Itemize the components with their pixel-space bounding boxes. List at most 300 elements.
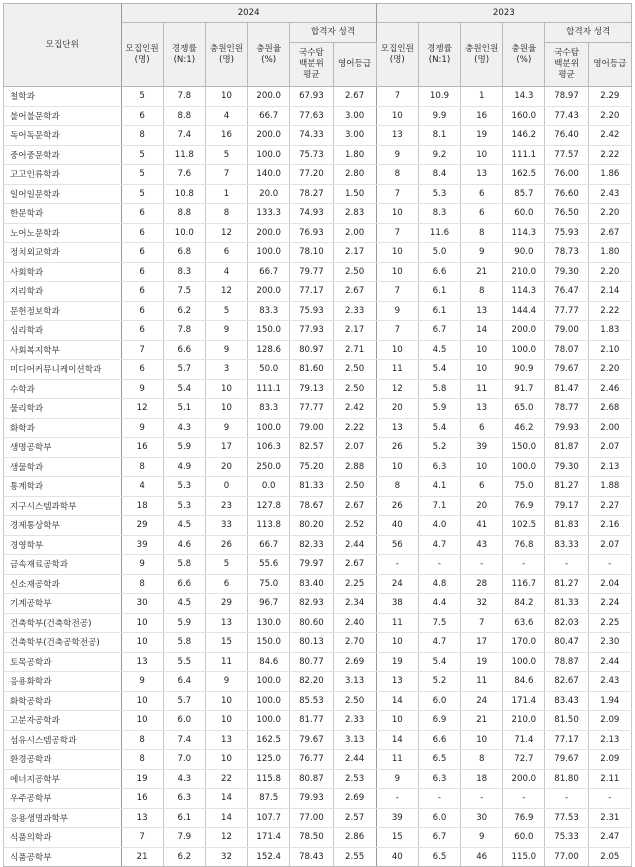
y2024-value-cell: 15 — [205, 633, 247, 653]
y2023-value-cell: 85.7 — [503, 184, 545, 204]
y2024-value-cell: 7.0 — [163, 750, 205, 770]
y2023-value-cell: 10.9 — [418, 87, 460, 107]
y2023-value-cell: 5.4 — [418, 652, 460, 672]
unit-name-cell: 문헌정보학과 — [4, 301, 122, 321]
y2023-value-cell: 6.1 — [418, 301, 460, 321]
y2023-value-cell: 78.97 — [545, 87, 588, 107]
y2023-value-cell: 6.5 — [418, 847, 460, 867]
y2023-value-cell: 14 — [376, 730, 418, 750]
y2024-value-cell: 10 — [121, 613, 163, 633]
y2023-value-cell: 162.5 — [503, 165, 545, 185]
y2023-value-cell: 82.67 — [545, 672, 588, 692]
table-row — [4, 223, 632, 243]
y2023-value-cell: 210.0 — [503, 711, 545, 731]
unit-name-cell: 신소재공학과 — [4, 574, 122, 594]
y2024-value-cell: 82.33 — [290, 535, 333, 555]
y2023-value-cell: 100.0 — [503, 457, 545, 477]
y2023-value-cell: 71.4 — [503, 730, 545, 750]
admission-results-table — [3, 3, 632, 867]
y2023-value-cell: 2.47 — [588, 828, 631, 848]
y2023-value-cell: 63.6 — [503, 613, 545, 633]
y2023-value-cell: 14 — [461, 321, 503, 341]
y2024-value-cell: 2.50 — [333, 262, 376, 282]
y2023-value-cell: 81.33 — [545, 594, 588, 614]
y2024-value-cell: 82.20 — [290, 672, 333, 692]
y2024-value-cell: 50.0 — [248, 360, 290, 380]
y2023-value-cell: 77.77 — [545, 301, 588, 321]
y2023-value-cell: 146.2 — [503, 126, 545, 146]
y2023-value-cell: 114.3 — [503, 223, 545, 243]
y2023-value-cell: 13 — [376, 418, 418, 438]
y2024-value-cell: 77.63 — [290, 106, 333, 126]
y2024-value-cell: 12 — [205, 828, 247, 848]
y2023-value-cell: 9.9 — [418, 106, 460, 126]
unit-name-cell: 식품공학부 — [4, 847, 122, 867]
unit-name-cell: 미디어커뮤니케이션학과 — [4, 360, 122, 380]
y2024-value-cell: 5 — [121, 87, 163, 107]
table-row — [4, 145, 632, 165]
y2023-value-cell: 10 — [376, 204, 418, 224]
y2023-value-cell: 160.0 — [503, 106, 545, 126]
y2024-value-cell: 20 — [205, 457, 247, 477]
y2024-value-cell: 29 — [205, 594, 247, 614]
y2024-value-cell: 100.0 — [248, 418, 290, 438]
y2024-value-cell: 16 — [205, 126, 247, 146]
y2023-value-cell: 11 — [461, 379, 503, 399]
y2023-value-cell: - — [545, 789, 588, 809]
unit-name-cell: 우주공학부 — [4, 789, 122, 809]
y2023-value-cell: 26 — [376, 496, 418, 516]
y2024-value-cell: 83.3 — [248, 399, 290, 419]
y2023-value-cell: 7 — [461, 613, 503, 633]
unit-name-cell: 환경공학과 — [4, 750, 122, 770]
y2023-value-cell: 2.20 — [588, 204, 631, 224]
y2024-value-cell: 6 — [121, 106, 163, 126]
y2024-value-cell: 4.5 — [163, 594, 205, 614]
y2023-value-cell: 76.60 — [545, 184, 588, 204]
y2023-value-cell: 6 — [461, 418, 503, 438]
y2024-value-cell: 2.88 — [333, 457, 376, 477]
y2023-value-cell: 2.43 — [588, 672, 631, 692]
y2023-value-cell: 13 — [461, 399, 503, 419]
y2023-value-cell: 18 — [461, 769, 503, 789]
y2024-value-cell: 8.3 — [163, 262, 205, 282]
y2024-value-cell: 13 — [121, 652, 163, 672]
y2024-value-cell: 5.8 — [163, 555, 205, 575]
y2023-value-cell: 14.3 — [503, 87, 545, 107]
y2024-value-cell: 2.71 — [333, 340, 376, 360]
y2023-value-cell: 10 — [376, 633, 418, 653]
y2023-value-cell: 40 — [376, 847, 418, 867]
y2023-value-cell: 2.07 — [588, 535, 631, 555]
y2024-value-cell: 5 — [121, 145, 163, 165]
y2023-value-cell: 8 — [461, 750, 503, 770]
y2023-value-cell: 81.50 — [545, 711, 588, 731]
y2023-value-cell: 7.5 — [418, 613, 460, 633]
y2024-value-cell: 75.0 — [248, 574, 290, 594]
y2024-value-cell: 67.93 — [290, 87, 333, 107]
y2023-value-cell: 79.30 — [545, 457, 588, 477]
y2024-value-cell: 200.0 — [248, 87, 290, 107]
unit-name-cell: 한문학과 — [4, 204, 122, 224]
y2024-value-cell: 75.93 — [290, 301, 333, 321]
y2023-value-cell: 76.40 — [545, 126, 588, 146]
y2024-value-cell: 83.40 — [290, 574, 333, 594]
y2024-value-cell: 80.97 — [290, 340, 333, 360]
y2024-value-cell: 6.8 — [163, 243, 205, 263]
y2024-value-cell: 2.25 — [333, 574, 376, 594]
y2024-value-cell: 74.93 — [290, 204, 333, 224]
y2023-value-cell: 2.00 — [588, 418, 631, 438]
y2024-value-cell: 2.17 — [333, 321, 376, 341]
y2023-value-cell: 5.0 — [418, 243, 460, 263]
y2023-value-cell: 76.8 — [503, 535, 545, 555]
y2024-value-cell: 111.1 — [248, 379, 290, 399]
y2024-value-cell: 10 — [121, 633, 163, 653]
y2023-value-cell: 115.0 — [503, 847, 545, 867]
y2024-value-cell: 13 — [205, 730, 247, 750]
y2023-value-cell: 32 — [461, 594, 503, 614]
y2024-value-cell: 6.6 — [163, 340, 205, 360]
y2024-value-cell: 6.6 — [163, 574, 205, 594]
y2023-value-cell: 11 — [376, 613, 418, 633]
y2023-value-cell: 77.17 — [545, 730, 588, 750]
y2023-value-cell: 81.87 — [545, 438, 588, 458]
y2024-value-cell: 80.77 — [290, 652, 333, 672]
y2023-value-cell: 144.4 — [503, 301, 545, 321]
y2023-value-cell: 90.9 — [503, 360, 545, 380]
table-row — [4, 457, 632, 477]
y2023-value-cell: 2.22 — [588, 301, 631, 321]
y2023-value-cell: 13 — [376, 126, 418, 146]
y2024-value-cell: 85.53 — [290, 691, 333, 711]
y2024-value-cell: 2.57 — [333, 808, 376, 828]
y2023-value-cell: 39 — [376, 808, 418, 828]
y2024-value-cell: 5.1 — [163, 399, 205, 419]
y2024-value-cell: 10 — [205, 711, 247, 731]
y2023-value-cell: 78.73 — [545, 243, 588, 263]
y2024-value-cell: 7.8 — [163, 87, 205, 107]
y2024-value-cell: 5.5 — [163, 652, 205, 672]
table-row — [4, 126, 632, 146]
table-row — [4, 594, 632, 614]
y2023-value-cell: 5.2 — [418, 672, 460, 692]
table-row — [4, 730, 632, 750]
y2024-value-cell: 13 — [121, 808, 163, 828]
y2024-value-cell: 18 — [121, 496, 163, 516]
y2024-value-cell: 7.9 — [163, 828, 205, 848]
y2023-value-cell: 6.1 — [418, 282, 460, 302]
y2024-value-cell: 8 — [121, 750, 163, 770]
y2023-value-cell: 2.44 — [588, 652, 631, 672]
y2023-value-cell: 79.93 — [545, 418, 588, 438]
y2023-value-cell: 65.0 — [503, 399, 545, 419]
y2023-value-cell: - — [461, 789, 503, 809]
y2023-value-cell: 56 — [376, 535, 418, 555]
y2024-value-cell: 2.40 — [333, 613, 376, 633]
unit-name-cell: 고분자공학과 — [4, 711, 122, 731]
table-row — [4, 750, 632, 770]
y2024-value-cell: 3.00 — [333, 106, 376, 126]
y2024-value-cell: 7 — [121, 828, 163, 848]
y2023-value-cell: 2.04 — [588, 574, 631, 594]
y2024-value-cell: 10.8 — [163, 184, 205, 204]
unit-column-header: 모집단위 — [4, 4, 122, 87]
unit-name-cell: 독어독문학과 — [4, 126, 122, 146]
y2023-value-cell: 81.27 — [545, 574, 588, 594]
y2023-value-cell: 2.42 — [588, 126, 631, 146]
y2024-value-cell: 2.69 — [333, 789, 376, 809]
y2024-value-cell: 3.00 — [333, 126, 376, 146]
unit-name-cell: 불어불문학과 — [4, 106, 122, 126]
y2023-value-cell: 5.2 — [418, 438, 460, 458]
y2023-value-cell: 6.7 — [418, 828, 460, 848]
table-row — [4, 204, 632, 224]
y2024-value-cell: 78.43 — [290, 847, 333, 867]
y2024-value-cell: 30 — [121, 594, 163, 614]
y2023-value-cell: 2.09 — [588, 750, 631, 770]
y2024-value-cell: 8.8 — [163, 204, 205, 224]
competition-header: 경쟁률 (N:1) — [163, 23, 205, 87]
y2024-value-cell: 17 — [205, 438, 247, 458]
table-row — [4, 535, 632, 555]
y2023-value-cell: 19 — [376, 652, 418, 672]
y2023-value-cell: 2.67 — [588, 223, 631, 243]
y2023-value-cell: 200.0 — [503, 321, 545, 341]
y2024-value-cell: 152.4 — [248, 847, 290, 867]
y2023-value-cell: 76.47 — [545, 282, 588, 302]
y2024-value-cell: 16 — [121, 789, 163, 809]
y2024-value-cell: 6 — [121, 301, 163, 321]
y2024-value-cell: 79.13 — [290, 379, 333, 399]
y2024-value-cell: 4.3 — [163, 769, 205, 789]
y2023-value-cell: 13 — [461, 301, 503, 321]
y2023-value-cell: 82.03 — [545, 613, 588, 633]
y2023-value-cell: 9.2 — [418, 145, 460, 165]
y2024-value-cell: 77.00 — [290, 808, 333, 828]
extra-rate-header: 충원율 (%) — [503, 23, 545, 87]
table-row — [4, 301, 632, 321]
table-row — [4, 652, 632, 672]
y2024-value-cell: 1.80 — [333, 145, 376, 165]
y2024-value-cell: 9 — [205, 418, 247, 438]
y2024-value-cell: 21 — [121, 847, 163, 867]
y2024-value-cell: 9 — [205, 321, 247, 341]
unit-name-cell: 경영학부 — [4, 535, 122, 555]
y2024-value-cell: 6 — [121, 204, 163, 224]
y2023-value-cell: 2.20 — [588, 360, 631, 380]
y2023-value-cell: 8.3 — [418, 204, 460, 224]
y2024-value-cell: 10 — [121, 711, 163, 731]
y2024-value-cell: 3.13 — [333, 730, 376, 750]
y2023-value-cell: 19 — [461, 126, 503, 146]
y2023-value-cell: 2.11 — [588, 769, 631, 789]
y2024-value-cell: 6 — [205, 243, 247, 263]
table-row — [4, 165, 632, 185]
y2024-value-cell: 79.93 — [290, 789, 333, 809]
y2024-value-cell: 80.87 — [290, 769, 333, 789]
y2023-value-cell: - — [461, 555, 503, 575]
y2023-value-cell: 24 — [376, 574, 418, 594]
y2024-value-cell: 7 — [121, 340, 163, 360]
unit-name-cell: 토목공학과 — [4, 652, 122, 672]
y2023-value-cell: 13 — [461, 165, 503, 185]
y2024-value-cell: 96.7 — [248, 594, 290, 614]
y2024-value-cell: 2.44 — [333, 535, 376, 555]
unit-name-cell: 건축학부(건축공학전공) — [4, 633, 122, 653]
y2023-value-cell: 4.4 — [418, 594, 460, 614]
y2023-value-cell: 8.1 — [418, 126, 460, 146]
y2024-value-cell: 9 — [121, 379, 163, 399]
y2024-value-cell: 125.0 — [248, 750, 290, 770]
unit-name-cell: 고고인류학과 — [4, 165, 122, 185]
y2024-value-cell: 9 — [121, 418, 163, 438]
y2023-value-cell: 10 — [376, 106, 418, 126]
y2024-value-cell: 2.53 — [333, 769, 376, 789]
y2024-value-cell: 14 — [205, 789, 247, 809]
table-row — [4, 360, 632, 380]
y2023-value-cell: 6.0 — [418, 691, 460, 711]
y2024-value-cell: 2.52 — [333, 516, 376, 536]
y2024-value-cell: 7.6 — [163, 165, 205, 185]
y2023-value-cell: 2.10 — [588, 340, 631, 360]
y2023-value-cell: 2.68 — [588, 399, 631, 419]
y2023-value-cell: 5.3 — [418, 184, 460, 204]
unit-name-cell: 건축학부(건축학전공) — [4, 613, 122, 633]
y2024-value-cell: 2.50 — [333, 360, 376, 380]
unit-name-cell: 식품의학과 — [4, 828, 122, 848]
y2024-value-cell: 23 — [205, 496, 247, 516]
unit-name-cell: 수학과 — [4, 379, 122, 399]
unit-name-cell: 경제통상학부 — [4, 516, 122, 536]
y2024-value-cell: 140.0 — [248, 165, 290, 185]
y2023-value-cell: 2.27 — [588, 496, 631, 516]
unit-name-cell: 에너지공학부 — [4, 769, 122, 789]
table-row — [4, 282, 632, 302]
y2023-value-cell: 7 — [376, 184, 418, 204]
y2023-value-cell: 6.6 — [418, 262, 460, 282]
y2023-value-cell: 5.4 — [418, 418, 460, 438]
y2024-value-cell: 2.50 — [333, 691, 376, 711]
y2024-value-cell: 6 — [205, 574, 247, 594]
y2023-value-cell: 10 — [461, 360, 503, 380]
y2024-value-cell: 200.0 — [248, 126, 290, 146]
y2023-value-cell: - — [418, 789, 460, 809]
table-row — [4, 711, 632, 731]
unit-name-cell: 노어노문학과 — [4, 223, 122, 243]
table-row — [4, 613, 632, 633]
y2023-value-cell: - — [588, 789, 631, 809]
y2023-value-cell: 8 — [376, 165, 418, 185]
y2024-value-cell: 9 — [121, 555, 163, 575]
y2024-value-cell: 16 — [121, 438, 163, 458]
y2024-value-cell: 5.9 — [163, 613, 205, 633]
percentile-header: 국수탐 백분위 평균 — [290, 43, 333, 87]
y2024-value-cell: 6.1 — [163, 808, 205, 828]
y2023-value-cell: 2.22 — [588, 145, 631, 165]
y2023-value-cell: - — [376, 555, 418, 575]
y2023-value-cell: 2.24 — [588, 594, 631, 614]
y2023-value-cell: 2.07 — [588, 438, 631, 458]
y2023-value-cell: 4.1 — [418, 477, 460, 497]
table-row — [4, 789, 632, 809]
y2024-value-cell: 100.0 — [248, 711, 290, 731]
y2023-value-cell: 10 — [376, 340, 418, 360]
y2024-value-cell: 5.7 — [163, 691, 205, 711]
y2024-value-cell: 3 — [205, 360, 247, 380]
y2023-value-cell: 2.20 — [588, 262, 631, 282]
y2023-value-cell: 171.4 — [503, 691, 545, 711]
table-row — [4, 555, 632, 575]
y2023-value-cell: 19 — [461, 652, 503, 672]
y2023-value-cell: 84.2 — [503, 594, 545, 614]
y2024-value-cell: 6.2 — [163, 301, 205, 321]
y2024-value-cell: 55.6 — [248, 555, 290, 575]
percentile-header: 국수탐 백분위 평균 — [545, 43, 588, 87]
y2023-value-cell: 10 — [376, 243, 418, 263]
y2023-value-cell: 84.6 — [503, 672, 545, 692]
result-group-header: 합격자 성격 — [290, 23, 376, 43]
table-row — [4, 516, 632, 536]
y2024-value-cell: 2.44 — [333, 750, 376, 770]
y2024-value-cell: 6.0 — [163, 711, 205, 731]
y2024-value-cell: 12 — [121, 399, 163, 419]
y2024-value-cell: 10 — [205, 87, 247, 107]
y2024-value-cell: 66.7 — [248, 106, 290, 126]
y2023-value-cell: 6.9 — [418, 711, 460, 731]
y2024-value-cell: 133.3 — [248, 204, 290, 224]
table-row — [4, 243, 632, 263]
y2024-value-cell: 29 — [121, 516, 163, 536]
y2024-value-cell: 80.60 — [290, 613, 333, 633]
y2024-value-cell: 8 — [121, 126, 163, 146]
y2023-value-cell: 6.6 — [418, 730, 460, 750]
y2024-value-cell: 106.3 — [248, 438, 290, 458]
y2023-value-cell: 2.13 — [588, 730, 631, 750]
y2024-value-cell: 5 — [121, 165, 163, 185]
y2023-value-cell: 5.4 — [418, 360, 460, 380]
y2024-value-cell: 171.4 — [248, 828, 290, 848]
y2023-value-cell: 24 — [461, 691, 503, 711]
y2023-value-cell: 12 — [376, 379, 418, 399]
result-group-header: 합격자 성격 — [545, 23, 632, 43]
y2024-value-cell: 77.93 — [290, 321, 333, 341]
y2024-value-cell: 9 — [121, 672, 163, 692]
y2023-value-cell: 2.13 — [588, 457, 631, 477]
y2024-value-cell: 2.22 — [333, 418, 376, 438]
y2024-value-cell: 115.8 — [248, 769, 290, 789]
y2023-value-cell: 80.47 — [545, 633, 588, 653]
english-header: 영어등급 — [333, 43, 376, 87]
y2024-value-cell: 2.67 — [333, 282, 376, 302]
y2023-value-cell: 5.8 — [418, 379, 460, 399]
y2023-value-cell: 41 — [461, 516, 503, 536]
y2024-value-cell: 2.55 — [333, 847, 376, 867]
y2023-value-cell: 9 — [376, 145, 418, 165]
y2023-value-cell: 11.6 — [418, 223, 460, 243]
y2023-value-cell: 9 — [376, 301, 418, 321]
y2023-value-cell: 2.43 — [588, 184, 631, 204]
y2023-value-cell: 20 — [376, 399, 418, 419]
y2023-value-cell: 2.46 — [588, 379, 631, 399]
y2023-value-cell: 76.9 — [503, 808, 545, 828]
y2023-value-cell: 9 — [461, 243, 503, 263]
y2023-value-cell: 6 — [461, 204, 503, 224]
y2024-value-cell: 6.4 — [163, 672, 205, 692]
y2024-value-cell: 100.0 — [248, 691, 290, 711]
year-header-2023: 2023 — [376, 4, 631, 23]
quota-header: 모집인원 (명) — [376, 23, 418, 87]
